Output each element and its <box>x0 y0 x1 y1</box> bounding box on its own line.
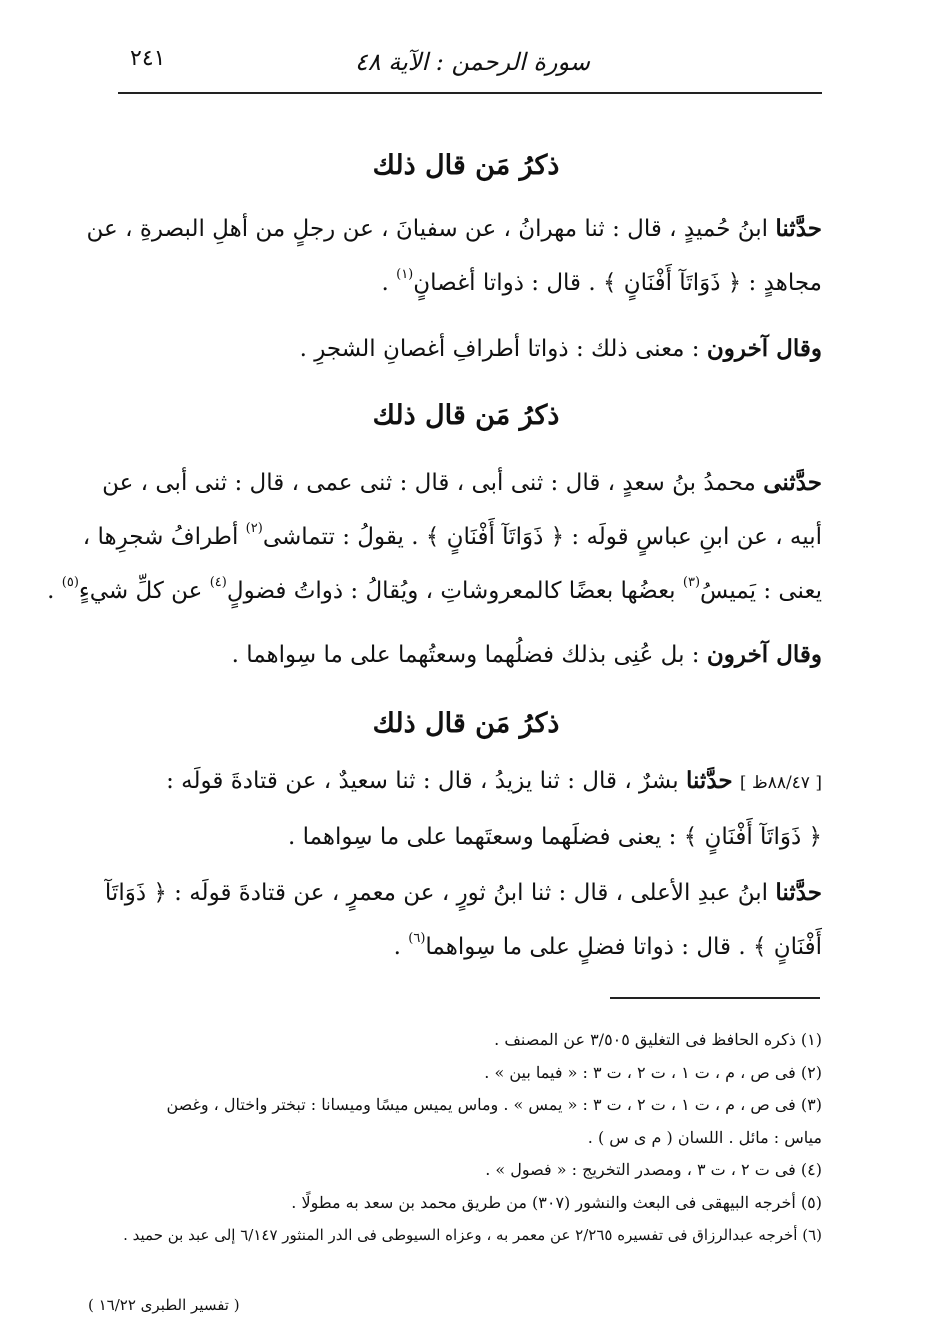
footnote-rule <box>610 997 820 999</box>
paragraph-5 <box>110 754 822 864</box>
page-number: ٢٤١ <box>130 46 166 71</box>
paragraph-line <box>110 920 822 974</box>
footnote-ref: (٢) <box>245 521 263 536</box>
section-heading-2: ذكرُ مَن قال ذلك <box>372 400 560 431</box>
footnote: (١) ذكره الحافظ فى التغليق ٣/٥٠٥ عن المصنف . <box>494 1030 822 1049</box>
footnote: (٣) فى ص ، م ، ت ١ ، ت ٢ ، ت ٣ : « يمس » . وماس يميس ميسًا وميسانا : تبختر واختال ، وغصن <box>166 1095 822 1114</box>
paragraph-2 <box>110 322 822 376</box>
paragraph-6 <box>104 866 822 974</box>
section-heading-3: ذكرُ مَن قال ذلك <box>372 708 560 739</box>
footnote-ref: (٦) <box>408 931 426 946</box>
header-rule <box>118 92 822 94</box>
text-span: أبيه ، عن ابنِ عباسٍ قولَه : ﴿ ذَوَاتَآ أَفْنَانٍ ﴾ . يقولُ : تتماشى <box>262 524 822 550</box>
paragraph-line <box>102 456 822 510</box>
running-header <box>118 40 820 84</box>
text-span: أطرافُ شجرِها ، <box>82 524 246 550</box>
footnote-ref: (٤) <box>209 575 227 590</box>
lead-word: حدَّثنى <box>763 469 822 496</box>
page-marker: [ ٨٨/٤٧ظ ] <box>739 773 822 793</box>
footnote-ref: (١) <box>396 267 414 282</box>
sura-title: سورة الرحمن : الآية ٤٨ <box>354 48 590 76</box>
footnote: (٥) أخرجه البيهقى فى البعث والنشور (٣٠٧) من طريق محمد بن سعد به مطولًا . <box>291 1192 822 1212</box>
paragraph-1 <box>86 202 822 310</box>
footnote: (٦) أخرجه عبدالرزاق فى تفسيره ٢/٢٦٥ عن معمر به ، وعزاه السيوطى فى الدر المنثور ٦/١٤٧ إلى عبد بن حميد . <box>123 1226 822 1244</box>
text-span: : معنى ذلك : ذواتا أطرافِ أغصانِ الشجرِ . <box>299 336 707 362</box>
footnote: مياس : مائل . اللسان ( م ى س ) . <box>587 1127 822 1147</box>
text-span: ابنُ حُميدٍ ، قال : ثنا مهرانُ ، عن سفيانَ ، عن رجلٍ من أهلِ البصرةِ ، عن <box>86 216 776 242</box>
footnote-ref: (٥) <box>61 575 79 590</box>
footnotes <box>110 1024 822 1252</box>
paragraph-3 <box>47 456 822 618</box>
text-span: عن كلِّ شيءٍ <box>78 578 210 604</box>
text-span: . <box>47 578 62 604</box>
text-span: ابنُ عبدِ الأعلى ، قال : ثنا ابنُ ثورٍ ، عن معمرٍ ، عن قتادةَ قولَه : ﴿ ذَوَاتَآ <box>104 880 776 906</box>
text-span: . <box>393 934 409 960</box>
paragraph-4 <box>110 628 822 682</box>
paragraph-line <box>104 866 822 920</box>
lead-word: وقال آخرون <box>706 335 822 362</box>
section-heading-1: ذكرُ مَن قال ذلك <box>372 150 560 181</box>
lead-word: حدَّثنا <box>685 767 733 794</box>
footnote: (٤) فى ت ٢ ، ت ٣ ، ومصدر التخريج : « فصول » . <box>485 1160 822 1179</box>
footnote-ref: (٣) <box>682 575 701 590</box>
text-span: ﴿ ذَوَاتَآ أَفْنَانٍ ﴾ : يعنى فضلَهما وسعتَهما على ما سِواهما . <box>287 824 822 850</box>
lead-word: وقال آخرون <box>706 641 822 668</box>
text-span: بشرٌ ، قال : ثنا يزيدُ ، قال : ثنا سعيدٌ ، عن قتادةَ قولَه : <box>166 768 686 794</box>
lead-word: حدَّثنا <box>775 879 822 906</box>
text-span: مجاهدٍ : ﴿ ذَوَاتَآ أَفْنَانٍ ﴾ . قال : ذواتا أغصانٍ <box>413 270 822 296</box>
footnote: (٢) فى ص ، م ، ت ١ ، ت ٢ ، ت ٣ : « فيما بين » . <box>484 1062 822 1082</box>
volume-footer: ( تفسير الطبرى ١٦/٢٢ ) <box>88 1296 240 1314</box>
paragraph-line <box>86 202 822 256</box>
text-span: أَفْنَانٍ ﴾ . قال : ذواتا فضلٍ على ما سِواهما <box>425 934 822 960</box>
paragraph-line <box>110 754 822 810</box>
paragraph-line <box>47 564 822 618</box>
text-span: محمدُ بنُ سعدٍ ، قال : ثنى أبى ، قال : ثنى عمى ، قال : ثنى أبى ، عن <box>102 470 764 496</box>
paragraph-line <box>110 810 822 864</box>
paragraph-line <box>110 256 822 310</box>
text-span: . <box>381 270 397 296</box>
text-span: يعنى : يَميسُ <box>700 578 822 604</box>
text-span: بعضُها بعضًا كالمعروشاتِ ، ويُقالُ : ذواتُ فضولٍ <box>226 578 683 604</box>
paragraph-line <box>110 628 822 682</box>
paragraph-line <box>82 510 822 564</box>
paragraph-line <box>110 322 822 376</box>
lead-word: حدَّثنا <box>775 215 822 242</box>
text-span: : بل عُنِى بذلك فضلُهما وسعتُهما على ما سِواهما . <box>231 642 707 668</box>
